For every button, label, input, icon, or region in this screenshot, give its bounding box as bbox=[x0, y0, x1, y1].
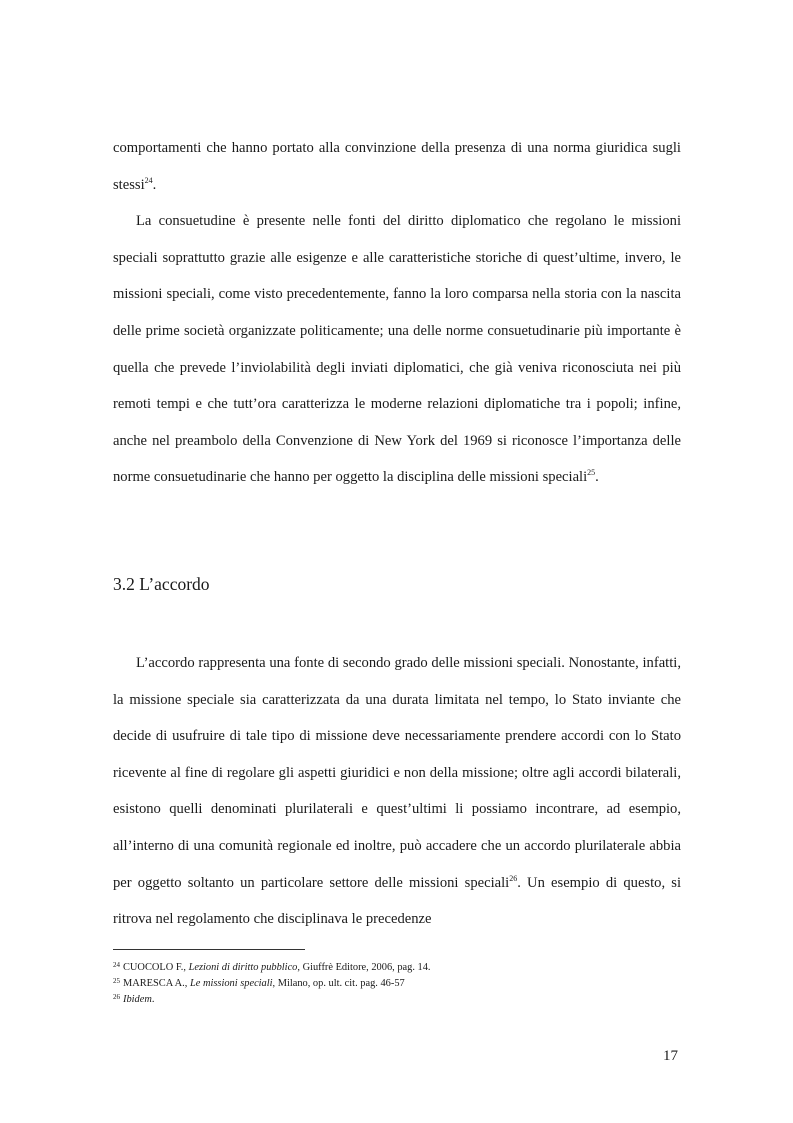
paragraph-2-text: La consuetudine è presente nelle fonti del diritto diplomatico che regolano le missioni speciali soprattutto grazie alle esigenze e alle caratteristiche storiche di quest’ultime, invero, le missioni speciali, come visto precedentemente, fanno la loro comparsa nella storia con la nascita delle prime società organizzate politicamente; una delle norme consuetudinarie più importante è quella che prevede l’inviolabilità degli inviati diplomatici, che già veniva riconosciuta nei più remoti tempi e che tutt’ora caratterizza le moderne relazioni diplomatiche tra i popoli; infine, anche nel preambolo della Convenzione di New York del 1969 si riconosce l’importanza delle norme consuetudinarie che hanno per oggetto la disciplina delle missioni speciali bbox=[113, 213, 681, 486]
body-text-top bbox=[113, 130, 681, 496]
section-heading: 3.2 L’accordo bbox=[113, 574, 210, 594]
body-text-section bbox=[113, 645, 681, 938]
footnote-title: Ibidem bbox=[123, 994, 152, 1005]
paragraph-2 bbox=[113, 203, 681, 496]
paragraph-3-text: L’accordo rappresenta una fonte di secondo grado delle missioni speciali. Nonostante, infatti, la missione speciale sia caratterizzata da una durata limitata nel tempo, lo Stato inviante che decide di usufruire di tale tipo di missione deve necessariamente prendere accordi con lo Stato ricevente al fine di regolare gli aspetti giuridici e non della missione; oltre agli accordi bilaterali, esistono quelli denominati plurilaterali e quest’ultimi li possiamo incontrare, ad esempio, all’interno di una comunità regionale ed inoltre, può accadere che un accordo plurilaterale abbia per oggetto soltanto un particolare settore delle missioni speciali bbox=[113, 655, 681, 891]
footnote-ref-24[interactable]: 24 bbox=[144, 175, 153, 185]
footnote-details: , Giuffrè Editore, 2006, pag. 14. bbox=[297, 962, 431, 973]
paragraph-3 bbox=[113, 645, 681, 938]
footnote-title: Le missioni speciali bbox=[189, 978, 273, 989]
footnote-ref-26[interactable]: 26 bbox=[509, 873, 518, 883]
paragraph-3-rest: . Un esempio di questo, si ritrova nel regolamento che disciplinava le precedenze bbox=[113, 874, 681, 928]
footnote-26 bbox=[113, 990, 154, 1007]
footnote-details: , Milano, op. ult. cit. pag. 46-57 bbox=[272, 978, 405, 989]
footnote-number: 25 bbox=[113, 977, 120, 985]
footnote-24 bbox=[113, 958, 431, 975]
footnote-number: 26 bbox=[113, 993, 120, 1001]
footnote-separator bbox=[113, 949, 305, 950]
paragraph-1 bbox=[113, 130, 681, 203]
page-number: 17 bbox=[663, 1048, 678, 1064]
footnote-number: 24 bbox=[113, 961, 120, 969]
footnote-25 bbox=[113, 974, 405, 991]
paragraph-2-end: . bbox=[595, 469, 599, 486]
paragraph-1-text: comportamenti che hanno portato alla convinzione della presenza di una norma giuridica sugli stessi bbox=[113, 140, 681, 193]
paragraph-1-end: . bbox=[152, 176, 157, 193]
footnote-author: CUOCOLO F., bbox=[123, 962, 189, 973]
footnote-ref-25[interactable]: 25 bbox=[587, 468, 596, 478]
footnote-title: Lezioni di diritto pubblico bbox=[188, 962, 298, 973]
footnote-details: . bbox=[151, 994, 155, 1005]
footnote-author: MARESCA A., bbox=[123, 978, 190, 989]
